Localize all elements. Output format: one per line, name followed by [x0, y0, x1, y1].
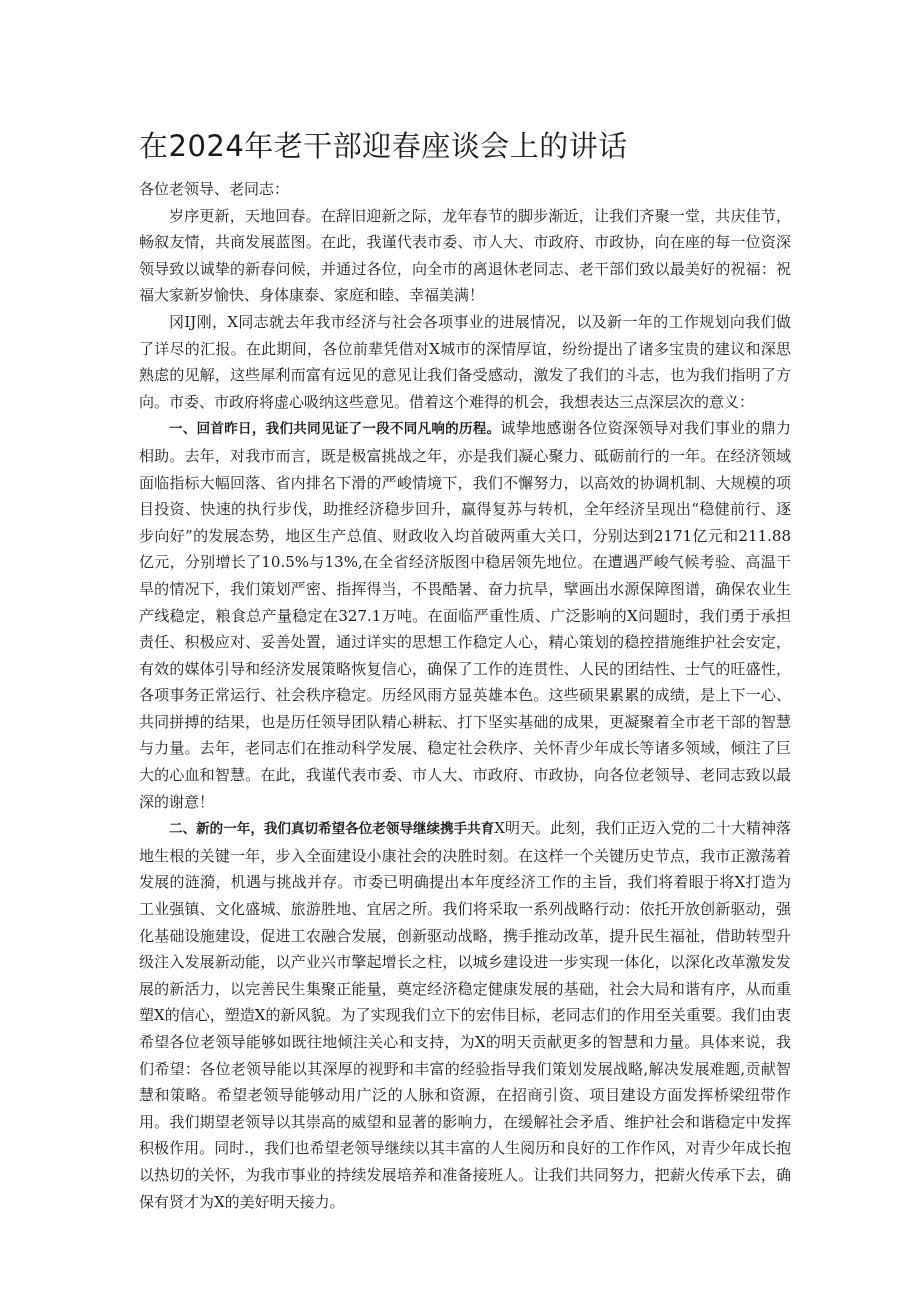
paragraph-text: 冈IJ刚，X同志就去年我市经济与社会各项事业的进展情况，以及新一年的工作规划向我们做了详尽的汇报。在此期间，各位前辈凭借对X城市的深情厚谊，纷纷提出了诸多宝贵的建议和深思熟虑的见解，这些犀利而富有远见的意见让我们备受感动，激发了我们的斗志，也为我们指明了方向。市委、市政府将虚心吸纳这些意见。借着这个难得的机会，我想表达三点深层次的意义： — [139, 312, 791, 411]
paragraph-text: X明天。此刻，我们正迈入党的二十大精神落地生根的关键一年，步入全面建设小康社会的决胜时刻。在这样一个关键历史节点，我市正激荡着发展的涟漪，机遇与挑战并存。市委已明确提出本年度经济工作的主旨，我们将着眼于将X打造为工业强镇、文化盛城、旅游胜地、宜居之所。我们将采取一系列战略行动：依托开放创新驱动，强化基础设施建设，促进工农融合发展，创新驱动战略，携手推动改革，提升民生福祉，借助转型升级注入发展新动能，以产业兴市擎起增长之柱，以城乡建设进一步实现一体化，以深化改革激发发展的新活力，以完善民生集聚正能量，奠定经济稳定健康发展的基础，社会大局和谐有序，从而重塑X的信心，塑造X的新风貌。为了实现我们立下的宏伟目标，老同志们的作用至关重要。我们由衷希望各位老领导能够如既往地倾注关心和支持，为X的明天贡献更多的智慧和力量。具体来说，我们希望：各位老领导能以其深厚的视野和丰富的经验指导我们策划发展战略,解决发展难题,贡献智慧和策略。希望老领导能够动用广泛的人脉和资源，在招商引资、项目建设方面发挥桥梁纽带作用。我们期望老领导以其崇高的威望和显著的影响力，在缓解社会矛盾、维护社会和谐稳定中发挥积极作用。同时.，我们也希望老领导继续以其丰富的人生阅历和良好的工作作风，对青少年成长抱以热切的关怀，为我市事业的持续发展培养和准备接班人。让我们共同努力，把薪火传承下去，确保有贤才为X的美好明天接力。 — [139, 819, 791, 1211]
paragraph-text: 诚挚地感谢各位资深领导对我们事业的鼎力相助。去年，对我市而言，既是极富挑战之年，亦是我们凝心聚力、砥砺前行的一年。在经济领域面临指标大幅回落、省内排名下滑的严峻情境下，我们不懈努力，以高效的协调机制、大规模的项目投资、快速的执行步伐，助推经济稳步回升，赢得复苏与转机，全年经济呈现出“稳健前行、逐步向好”的发展态势，地区生产总值、财政收入均首破两重大关口，分别达到2171亿元和211.88亿元，分别增长了10.5%与13%,在全省经济版图中稳居领先地位。在遭遇严峻气候考验、高温干旱的情况下，我们策划严密、指挥得当，不畏酷暑、奋力抗旱，擘画出水源保障图谱，确保农业生产线稳定，粮食总产量稳定在327.1万吨。在面临严重性质、广泛影响的X问题时，我们勇于承担责任、积极应对、妥善处置，通过详实的思想工作稳定人心，精心策划的稳控措施维护社会安定，有效的媒体引导和经济发展策略恢复信心，确保了工作的连贯性、人民的团结性、士气的旺盛性，各项事务正常运行、社会秩序稳定。历经风雨方显英雄本色。这些硕果累累的成绩，是上下一心、共同拼搏的结果，也是历任领导团队精心耕耘、打下坚实基础的成果，更凝聚着全市老干部的智慧与力量。去年，老同志们在推动科学发展、稳定社会秩序、关怀青少年成长等诸多领域，倾注了巨大的心血和智慧。在此，我谨代表市委、市人大、市政府、市政协，向各位老领导、老同志致以最深的谢意！ — [139, 419, 791, 811]
paragraph-text: 岁序更新，天地回春。在辞旧迎新之际，龙年春节的脚步渐近，让我们齐聚一堂，共庆佳节，畅叙友情，共商发展蓝图。在此，我谨代表市委、市人大、市政府、市政协，向在座的每一位资深领导致以诚挚的新春问候，并通过各位，向全市的离退休老同志、老干部们致以最美好的祝福：祝福大家新岁愉快、身体康泰、家庭和睦、幸福美满！ — [139, 206, 791, 305]
paragraph-section-two — [139, 815, 791, 1215]
section-heading: 二、新的一年，我们真切希望各位老领导继续携手共育 — [169, 821, 495, 838]
paragraph-introduction — [139, 309, 791, 415]
paragraph-greeting — [139, 203, 791, 309]
salutation: 各位老领导、老同志： — [139, 180, 290, 198]
document-body — [139, 176, 791, 1215]
paragraph-section-one — [139, 415, 791, 815]
document-title: 在2024年老干部迎春座谈会上的讲话 — [139, 129, 628, 163]
section-heading: 一、回首昨日，我们共同见证了一段不同凡响的历程。 — [169, 421, 501, 438]
